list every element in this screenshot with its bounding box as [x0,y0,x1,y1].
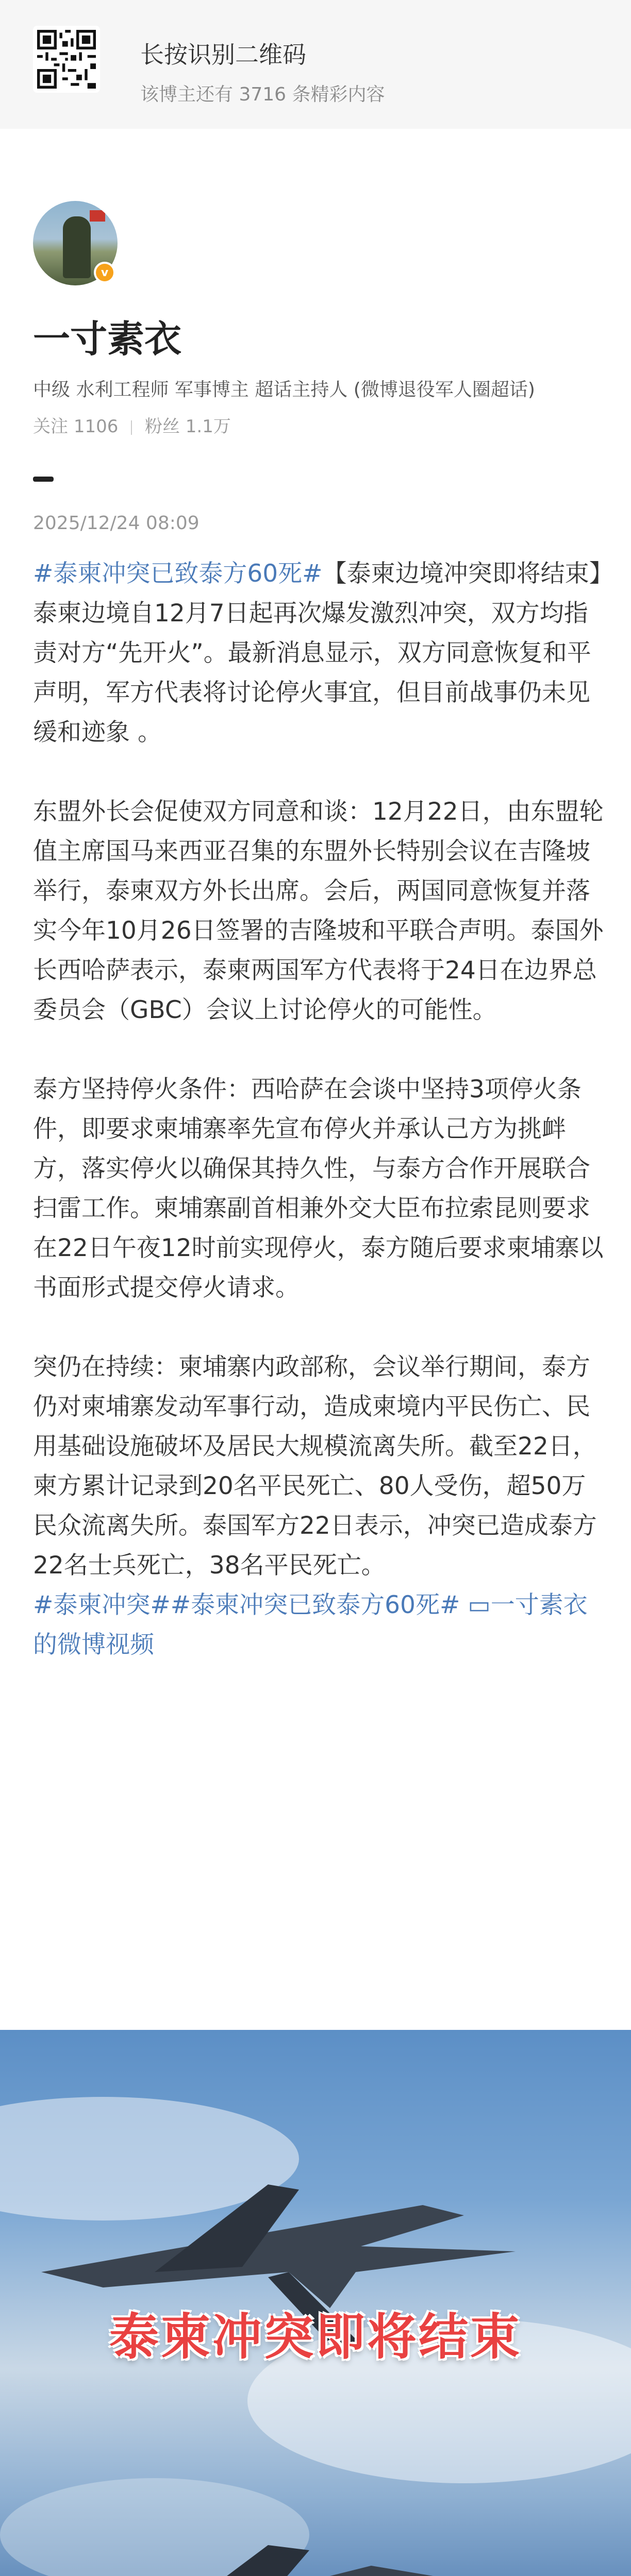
section-divider [33,477,54,482]
soldier-figure [63,216,91,278]
qr-code-small[interactable] [33,26,100,93]
post-paragraph [33,554,605,752]
video-overlay-title: 泰柬冲突即将结束 [109,2308,522,2366]
qr-code-icon [37,30,96,89]
stats-divider [131,420,132,435]
video-player[interactable] [0,2030,631,2576]
following-label: 关注 [33,416,68,437]
post-paragraph: 泰方坚持停火条件：西哈萨在会谈中坚持3项停火条件，即要求柬埔寨率先宣布停火并承认己方为挑衅方，落实停火以确保其持久性，与泰方合作开展联合扫雷工作。柬埔寨副首相兼外交大臣布拉索昆则要求在22日午夜12时前实现停火，泰方随后要求柬埔寨以书面形式提交停火请求。 [33,1075,604,1302]
banner-subtitle: 该博主还有 3716 条精彩内容 [140,84,385,105]
post-paragraph [33,1347,605,1665]
video-link-icon: ▭ [468,1591,491,1619]
post-paragraph: 东盟外长会促使双方同意和谈：12月22日，由东盟轮值主席国马来西亚召集的东盟外长特别会议在吉隆坡举行，泰柬双方外长出席。会后，两国同意恢复并落实今年10月26日签署的吉隆坡和平联合声明。泰国外长西哈萨表示，泰柬两国军方代表将于24日在边界总委员会（GBC）会议上讨论停火的可能性。 [33,798,604,1024]
paragraph-text: 突仍在持续：柬埔寨内政部称，会议举行期间，泰方仍对柬埔寨发动军事行动，造成柬境内平民伤亡、民用基础设施破坏及居民大规模流离失所。截至22日，柬方累计记录到20名平民死亡、80人受伤，超50万民众流离失所。泰国军方22日表示，冲突已造成泰方22名士兵死亡，38名平民死亡。 [33,1353,597,1580]
user-tags: 中级 水利工程师 军事博主 超话主持人 (微博退役军人圈超话) [33,379,535,400]
hashtag-link[interactable]: #泰柬冲突# [33,1591,171,1619]
post-date: 2025/12/24 08:09 [33,513,200,534]
paragraph-text: 【泰柬边境冲突即将结束】泰柬边境自12月7日起再次爆发激烈冲突，双方均指责对方“先开火”。最新消息显示，双方同意恢复和平声明，军方代表将讨论停火事宜，但目前战事仍未见缓和迹象 。 [33,560,602,747]
user-stats [33,412,231,437]
banner-title: 长按识别二维码 [140,41,306,69]
followers-count: 1.1万 [185,416,231,437]
qr-banner-top[interactable] [0,0,631,129]
video-link-text: 一寸素衣的微博视频 [33,1591,588,1659]
flag-icon [90,210,105,222]
followers-label: 粉丝 [144,416,180,437]
following-count: 1106 [73,416,119,437]
verified-badge-icon: v [94,262,115,283]
hashtag-link[interactable]: #泰柬冲突已致泰方60死# [33,560,323,588]
user-name[interactable]: 一寸素衣 [33,317,182,361]
hashtag-link[interactable]: #泰柬冲突已致泰方60死# [170,1591,460,1619]
post-body [33,554,605,1665]
